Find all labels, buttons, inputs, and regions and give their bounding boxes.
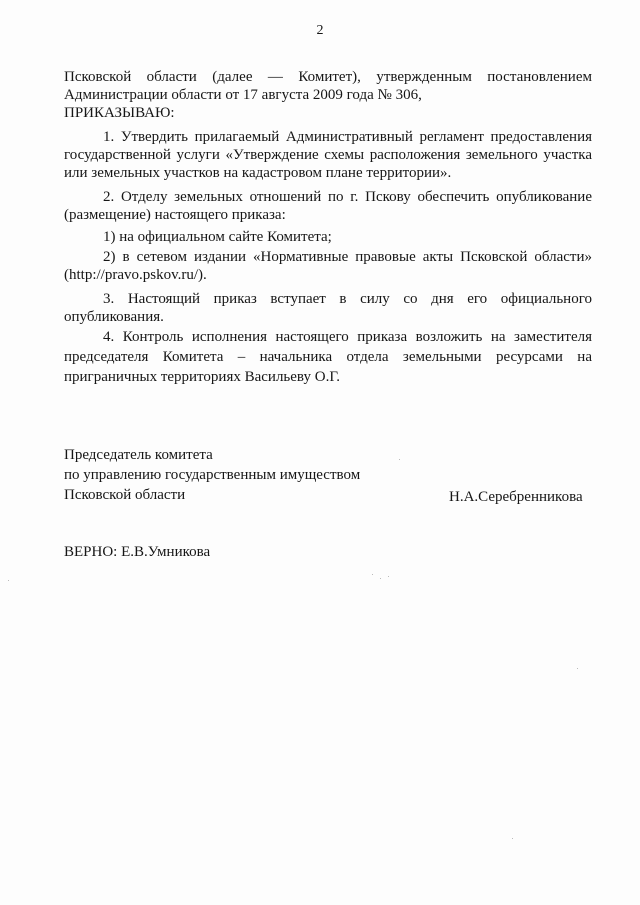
- body-line: опубликования.: [64, 309, 164, 325]
- signatory-title-line: по управлению государственным имуществом: [64, 467, 361, 483]
- page-number: 2: [316, 23, 324, 38]
- body-line: приграничных территориях Васильеву О.Г.: [64, 369, 341, 385]
- body-line: 2. Отделу земельных отношений по г. Пскову обеспечить опубликование: [103, 189, 592, 205]
- body-line: Администрации области от 17 августа 2009 года № 306,: [64, 87, 422, 103]
- body-line: 1. Утвердить прилагаемый Административный регламент предоставления: [103, 129, 592, 145]
- body-line: или земельных участков на кадастровом плане территории».: [64, 165, 452, 181]
- body-line: 4. Контроль исполнения настоящего приказа возложить на заместителя: [103, 329, 592, 345]
- body-line: Псковской области (далее — Комитет), утвержденным постановлением: [64, 69, 592, 85]
- body-line: председателя Комитета – начальника отдела земельными ресурсами на: [64, 349, 592, 365]
- body-line: (http://pravo.pskov.ru/).: [64, 267, 207, 283]
- signatory-name: Н.А.Серебренникова: [449, 489, 583, 505]
- body-line: 2) в сетевом издании «Нормативные правовые акты Псковской области»: [103, 249, 592, 265]
- signatory-title-line: Псковской области: [64, 487, 186, 503]
- verification-note: ВЕРНО: Е.В.Умникова: [64, 544, 211, 560]
- signatory-title-line: Председатель комитета: [64, 447, 213, 463]
- body-line: 3. Настоящий приказ вступает в силу со дня его официального: [103, 291, 592, 307]
- body-line: 1) на официальном сайте Комитета;: [103, 229, 332, 245]
- body-line: государственной услуги «Утверждение схемы расположения земельного участка: [64, 147, 592, 163]
- body-line: (размещение) настоящего приказа:: [64, 207, 286, 223]
- order-heading: ПРИКАЗЫВАЮ:: [64, 105, 175, 121]
